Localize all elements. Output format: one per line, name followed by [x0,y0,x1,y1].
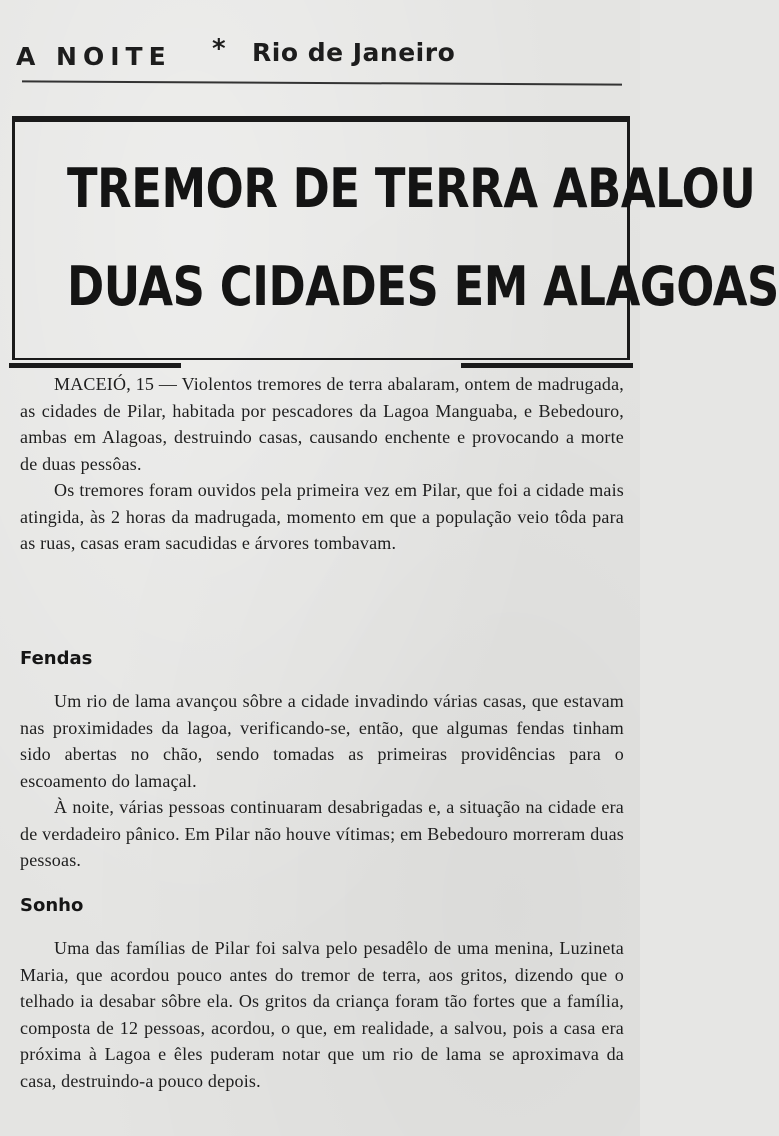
lead-paragraph-2: Os tremores foram ouvidos pela primeira vez em Pilar, que foi a cidade mais atingida, às 2 horas da madrugada, momento em que a população veio tôda para as ruas, casas eram sacudidas e árvores tombavam. [20,480,624,553]
fendas-paragraph-2: À noite, várias pessoas continuaram desabrigadas e, a situação na cidade era de verdadeiro pânico. Em Pilar não houve vítimas; em Bebedouro morreram duas pessoas. [20,797,624,870]
headline-line-2: DUAS CIDADES EM ALAGOAS [67,255,779,318]
lead-paragraph-1: MACEIÓ, 15 — Violentos tremores de terra abalaram, ontem de madrugada, as cidades de Pilar, habitada por pescadores da Lagoa Manguaba, e Bebedouro, ambas em Alagoas, destruindo casas, causando enchente e provocando a morte de duas pessôas. [20,374,624,474]
fendas-paragraph-1: Um rio de lama avançou sôbre a cidade invadindo várias casas, que estavam nas proximidades da lagoa, verificando-se, então, que algumas fendas tinham sido abertas no chão, sendo tomadas as primeiras providências para o escoamento do lamaçal. [20,691,624,791]
article-section-fendas [20,688,624,874]
masthead-rule [22,80,622,85]
section-heading-fendas: Fendas [20,648,93,669]
article-lead [20,371,624,557]
masthead [16,30,626,74]
masthead-separator: * [212,34,226,64]
headline-box [12,116,779,360]
newspaper-name: A NOITE [16,42,172,71]
headline [67,140,779,336]
sonho-paragraph-1: Uma das famílias de Pilar foi salva pelo pesadêlo de uma menina, Luzineta Maria, que acordou pouco antes do tremor de terra, aos gritos, dizendo que o telhado ia desabar sôbre ela. Os gritos da criança foram tão fortes que a família, composta de 12 pessoas, acordou, o que, em realidade, a salvou, pois a casa era próxima à Lagoa e êles puderam notar que um rio de lama se aproximava da casa, destruindo-a pouco depois. [20,938,624,1091]
section-heading-sonho: Sonho [20,895,84,916]
article-section-sonho [20,935,624,1094]
masthead-city: Rio de Janeiro [252,38,456,67]
headline-line-1: TREMOR DE TERRA ABALOU [67,157,756,220]
